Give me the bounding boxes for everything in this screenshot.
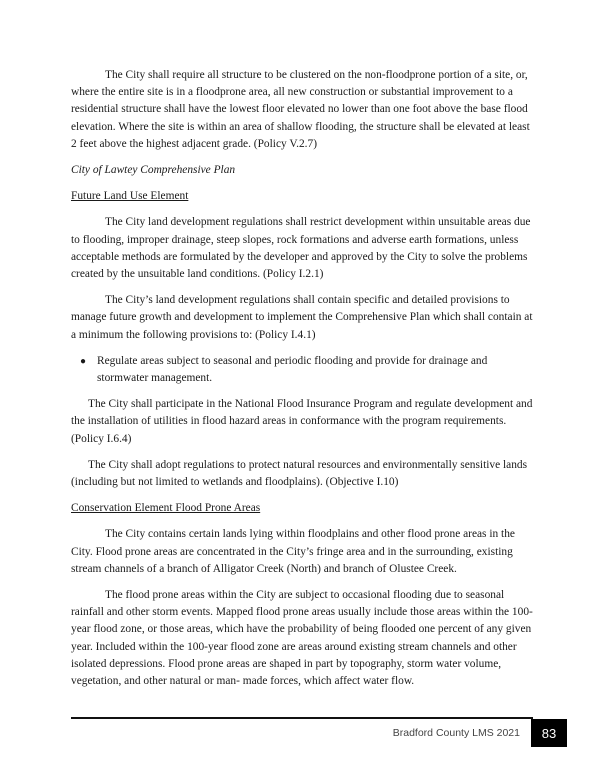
bullet-icon: ●: [80, 355, 87, 367]
heading-comprehensive-plan: City of Lawtey Comprehensive Plan: [71, 164, 236, 177]
footer-divider: [71, 717, 533, 719]
paragraph-nfip: The City shall participate in the National Flood Insurance Program and regulate development and the installation of utilities in flood hazard areas in conformance with the program requirements. (Policy I.6.4): [71, 398, 533, 445]
heading-future-land-use: Future Land Use Element: [71, 190, 189, 203]
paragraph-cluster-structures: The City shall require all structure to be clustered on the non-floodprone portion of a site, or, where the entire site is in a floodprone area, all new construction or substantial improvement to a residential structure shall have the lowest floor elevated no lower than one foot above the base flood elevation. Where the site is within an area of shallow flooding, the structure shall be elevated at least 2 feet above the highest adjacent grade. (Policy V.2.7): [71, 69, 530, 150]
paragraph-provisions: The City’s land development regulations shall contain specific and detailed provisions to manage future growth and development to implement the Comprehensive Plan which shall contain at a minimum the following provisions to: (Policy I.4.1): [71, 294, 533, 341]
footer-label: Bradford County LMS 2021: [392, 727, 520, 739]
paragraph-protect-resources: The City shall adopt regulations to protect natural resources and environmentally sensitive lands (including but not limited to wetlands and floodplains). (Objective I.10): [71, 458, 528, 489]
paragraph-flood-prone-areas: The flood prone areas within the City are subject to occasional flooding due to seasonal rainfall and other storm events. Mapped flood prone areas usually include those areas within the 100-year flood zone, or those areas, which have the probability of being flooded one percent of any given year. Included within the 100-year flood zone are areas around existing stream channels and other isolated depressions. Flood prone areas are shaped in part by topography, storm water volume, vegetation, and other natural or man- made forces, which affect water flow.: [71, 589, 533, 688]
document-body: [71, 67, 533, 699]
list-item: [80, 353, 533, 387]
provisions-list: [71, 353, 533, 387]
list-item-text: Regulate areas subject to seasonal and periodic flooding and provide for drainage and stormwater management.: [97, 354, 488, 385]
paragraph-restrict-development: The City land development regulations shall restrict development within unsuitable areas due to flooding, improper drainage, steep slopes, rock formations and adverse earth formations, unless acceptable methods are formulated by the developer and approved by the City to solve the problems created by the unsuitable land conditions. (Policy I.2.1): [71, 216, 531, 281]
heading-conservation-element: Conservation Element Flood Prone Areas: [71, 502, 261, 515]
paragraph-floodplain-lands: The City contains certain lands lying within floodplains and other flood prone areas in the City. Flood prone areas are concentrated in the City’s fringe area and in the surrounding, existing stream channels of a branch of Alligator Creek (North) and branch of Olustee Creek.: [71, 528, 515, 575]
page-number: 83: [531, 719, 567, 747]
